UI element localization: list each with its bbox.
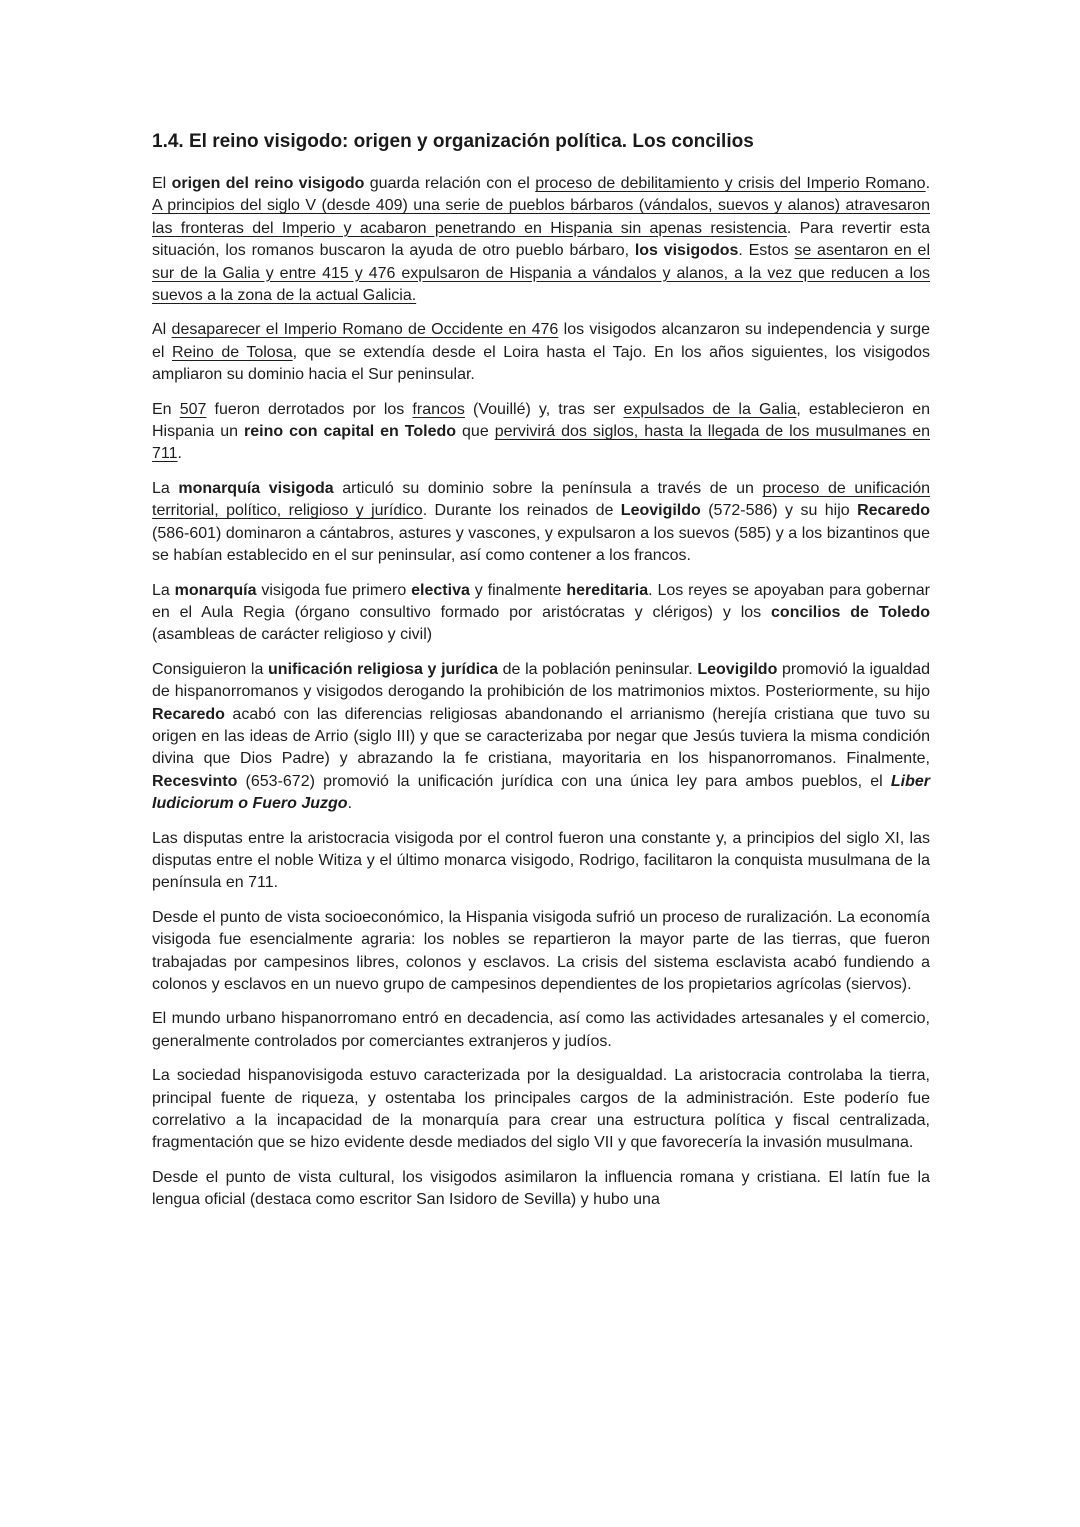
- text-run-bi: Liber Iudiciorum o Fuero Juzgo: [152, 772, 930, 813]
- text-run-b: origen del reino visigodo: [171, 175, 365, 192]
- text-run-n: los visigodos alcanzaron su independencia y surge el: [152, 321, 931, 361]
- paragraph: [152, 659, 930, 816]
- text-run-n: El: [152, 175, 172, 192]
- text-run-u: se asentaron en el sur de la Galia y entre 415 y 476 expulsaron de Hispania a vándalos y alanos, a la vez que reducen a los suevos a la zona de la actual Galicia.: [152, 242, 930, 305]
- text-run-b: Recaredo: [152, 705, 225, 723]
- text-run-n: , que se extendía desde el Loira hasta el Tajo. En los años siguientes, los visigodos ampliaron su dominio hacia el Sur peninsular.: [152, 343, 931, 384]
- text-run-b: hereditaria: [566, 581, 649, 599]
- text-run-b: Recaredo: [857, 502, 931, 520]
- text-run-b: unificación religiosa y jurídica: [268, 660, 498, 678]
- text-run-n: articuló su dominio sobre la península a través de un: [333, 479, 763, 497]
- text-run-b: concilios de Toledo: [771, 603, 930, 621]
- text-run-n: (572-586) y su hijo: [700, 502, 858, 520]
- text-run-n: . Para revertir esta situación, los romanos buscaron la ayuda de otro pueblo bárbaro,: [152, 219, 930, 260]
- text-run-u: Reino de Tolosa: [171, 343, 293, 361]
- text-run-u: proceso de debilitamiento y crisis del Imperio Romano: [535, 175, 926, 192]
- text-run-b: los visigodos: [634, 242, 739, 260]
- text-run-u: expulsados de la Galia: [623, 400, 797, 418]
- paragraph: [152, 399, 930, 466]
- document-body: [152, 173, 930, 1212]
- text-run-n: La: [152, 479, 179, 497]
- text-run-n: acabó con las diferencias religiosas abandonando el arrianismo (herejía cristiana que tuvo su origen en las ideas de Arrio (siglo III) y que se caracterizaba por negar que Jesús tuviera la misma condición divina que Dios Padre) y abrazando la fe cristiana, mayoritaria en los hispanorromanos. Finalmente,: [152, 705, 930, 768]
- text-run-b: electiva: [411, 581, 470, 599]
- text-run-n: Al: [152, 321, 172, 339]
- text-run-u: pervivirá dos siglos, hasta la llegada de los musulmanes en 711: [152, 423, 930, 463]
- text-run-b: Leovigildo: [697, 660, 778, 678]
- text-run-n: En: [152, 400, 180, 418]
- text-run-b: monarquía: [174, 581, 257, 599]
- text-run-n: (653-672) promovió la unificación jurídica con una única ley para ambos pueblos, el: [237, 772, 891, 790]
- text-run-b: reino con capital en Toledo: [244, 423, 457, 441]
- paragraph: [152, 478, 930, 568]
- text-run-b: Leovigildo: [620, 502, 701, 520]
- text-run-u: proceso de unificación territorial, político, religioso y jurídico: [152, 479, 930, 520]
- section-heading: 1.4. El reino visigodo: origen y organización política. Los concilios: [152, 131, 754, 152]
- text-run-n: (Vouillé) y, tras ser: [464, 400, 624, 418]
- text-run-n: guarda relación con el: [364, 175, 536, 192]
- paragraph: [152, 580, 930, 647]
- text-run-n: (asambleas de carácter religioso y civil): [152, 626, 433, 644]
- paragraph: [152, 1008, 930, 1053]
- text-run-n: de la población peninsular.: [498, 660, 698, 678]
- text-run-u: francos: [412, 400, 465, 418]
- text-run-u: 507: [179, 400, 207, 418]
- text-run-n: .: [177, 445, 182, 463]
- text-run-n: visigoda fue primero: [256, 581, 412, 599]
- text-run-n: Las disputas entre la aristocracia visigoda por el control fueron una constante y, a principios del siglo XI, las disputas entre el noble Witiza y el último monarca visigodo, Rodrigo, facilitaron la conquista musulmana de la península en 711.: [152, 829, 930, 892]
- text-run-n: .: [925, 175, 931, 192]
- paragraph: [152, 173, 930, 307]
- text-run-n: . Estos: [738, 242, 795, 260]
- text-run-u: desaparecer el Imperio Romano de Occidente en 476: [171, 321, 559, 339]
- text-run-n: , establecieron en Hispania un: [152, 400, 930, 441]
- paragraph: [152, 1167, 930, 1212]
- text-run-n: promovió la igualdad de hispanorromanos y visigodos derogando la prohibición de los matrimonios mixtos. Posteriormente, su hijo: [152, 660, 931, 701]
- text-run-n: Desde el punto de vista cultural, los visigodos asimilaron la influencia romana y cristiana. El latín fue la lengua oficial (destaca como escritor San Isidoro de Sevilla) y hubo una: [152, 1168, 930, 1209]
- text-run-n: La: [152, 581, 175, 599]
- text-run-n: El mundo urbano hispanorromano entró en decadencia, así como las actividades artesanales y el comercio, generalmente controlados por comerciantes extranjeros y judíos.: [152, 1010, 930, 1050]
- text-run-n: La sociedad hispanovisigoda estuvo caracterizada por la desigualdad. La aristocracia controlaba la tierra, principal fuente de riqueza, y ostentaba los principales cargos de la administración. Este poderío fue correlativo a la incapacidad de la monarquía para crear una estructura política y fiscal centralizada, fragmentación que se hizo evidente desde mediados del siglo VII y que favorecería la invasión musulmana.: [152, 1067, 930, 1152]
- text-run-n: fueron derrotados por los: [206, 400, 413, 418]
- paragraph: [152, 319, 930, 386]
- text-run-n: .: [347, 795, 353, 813]
- text-run-n: (586-601) dominaron a cántabros, astures y vascones, y expulsaron a los suevos (585) y a los bizantinos que se habían establecido en el sur peninsular, así como contener a los francos.: [152, 524, 930, 565]
- text-run-n: . Durante los reinados de: [422, 502, 621, 520]
- text-run-n: que: [456, 423, 495, 441]
- text-run-n: Desde el punto de vista socioeconómico, la Hispania visigoda sufrió un proceso de ruralización. La economía visigoda fue esencialmente agraria: los nobles se repartieron la mayor parte de las tierras, que fueron trabajadas por campesinos libres, colonos y esclavos. La crisis del sistema esclavista acabó fundiendo a colonos y esclavos en un nuevo grupo de campesinos dependientes de los propietarios agrícolas (siervos).: [152, 908, 930, 993]
- document-content: [152, 130, 930, 1212]
- text-run-b: Recesvinto: [152, 772, 238, 790]
- text-run-u: A principios del siglo V (desde 409) una serie de pueblos bárbaros (vándalos, suevos y alanos) atravesaron las fronteras del Imperio y acabaron penetrando en Hispania sin apenas resistencia: [152, 197, 930, 237]
- text-run-n: y finalmente: [469, 581, 567, 599]
- paragraph: [152, 907, 930, 997]
- text-run-b: monarquía visigoda: [178, 479, 334, 497]
- paragraph: [152, 1065, 930, 1155]
- text-run-n: Consiguieron la: [152, 660, 269, 678]
- paragraph: [152, 828, 930, 895]
- text-run-n: . Los reyes se apoyaban para gobernar en el Aula Regia (órgano consultivo formado por aristócratas y clérigos) y los: [152, 581, 931, 621]
